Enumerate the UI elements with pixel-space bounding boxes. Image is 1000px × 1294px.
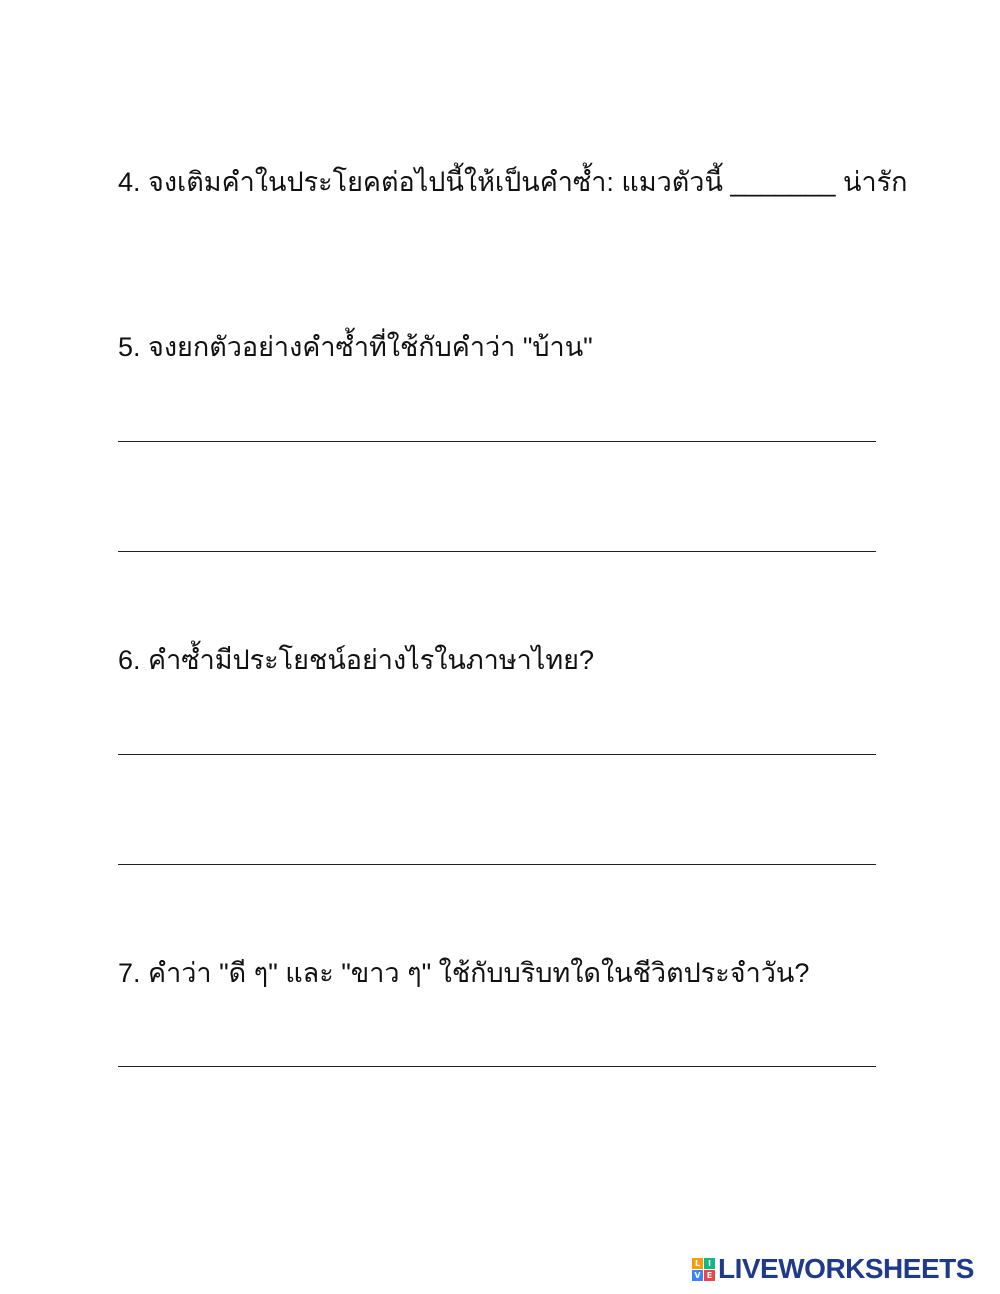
answer-line-q5-1[interactable]: [118, 441, 876, 442]
logo-mark-cell: E: [704, 1270, 715, 1281]
answer-line-q6-1[interactable]: [118, 754, 876, 755]
question-7: 7. คำว่า "ดี ๆ" และ "ขาว ๆ" ใช้กับบริบทใดในชีวิตประจำวัน?: [118, 958, 810, 988]
question-5: 5. จงยกตัวอย่างคำซ้ำที่ใช้กับคำว่า "บ้าน": [118, 332, 593, 362]
answer-line-q5-2[interactable]: [118, 551, 876, 552]
logo-text: LIVEWORKSHEETS: [718, 1253, 974, 1284]
answer-line-q6-2[interactable]: [118, 864, 876, 865]
logo-mark-cell: I: [704, 1258, 715, 1269]
logo-mark-icon: [692, 1258, 715, 1281]
question-4: 4. จงเติมคำในประโยคต่อไปนี้ให้เป็นคำซ้ำ: แมวตัวนี้ _______ น่ารัก: [118, 167, 908, 197]
answer-line-q7-1[interactable]: [118, 1066, 876, 1067]
logo-mark-cell: L: [692, 1258, 703, 1269]
question-6: 6. คำซ้ำมีประโยชน์อย่างไรในภาษาไทย?: [118, 645, 595, 675]
logo-mark-cell: V: [692, 1270, 703, 1281]
liveworksheets-logo: [692, 1254, 974, 1284]
